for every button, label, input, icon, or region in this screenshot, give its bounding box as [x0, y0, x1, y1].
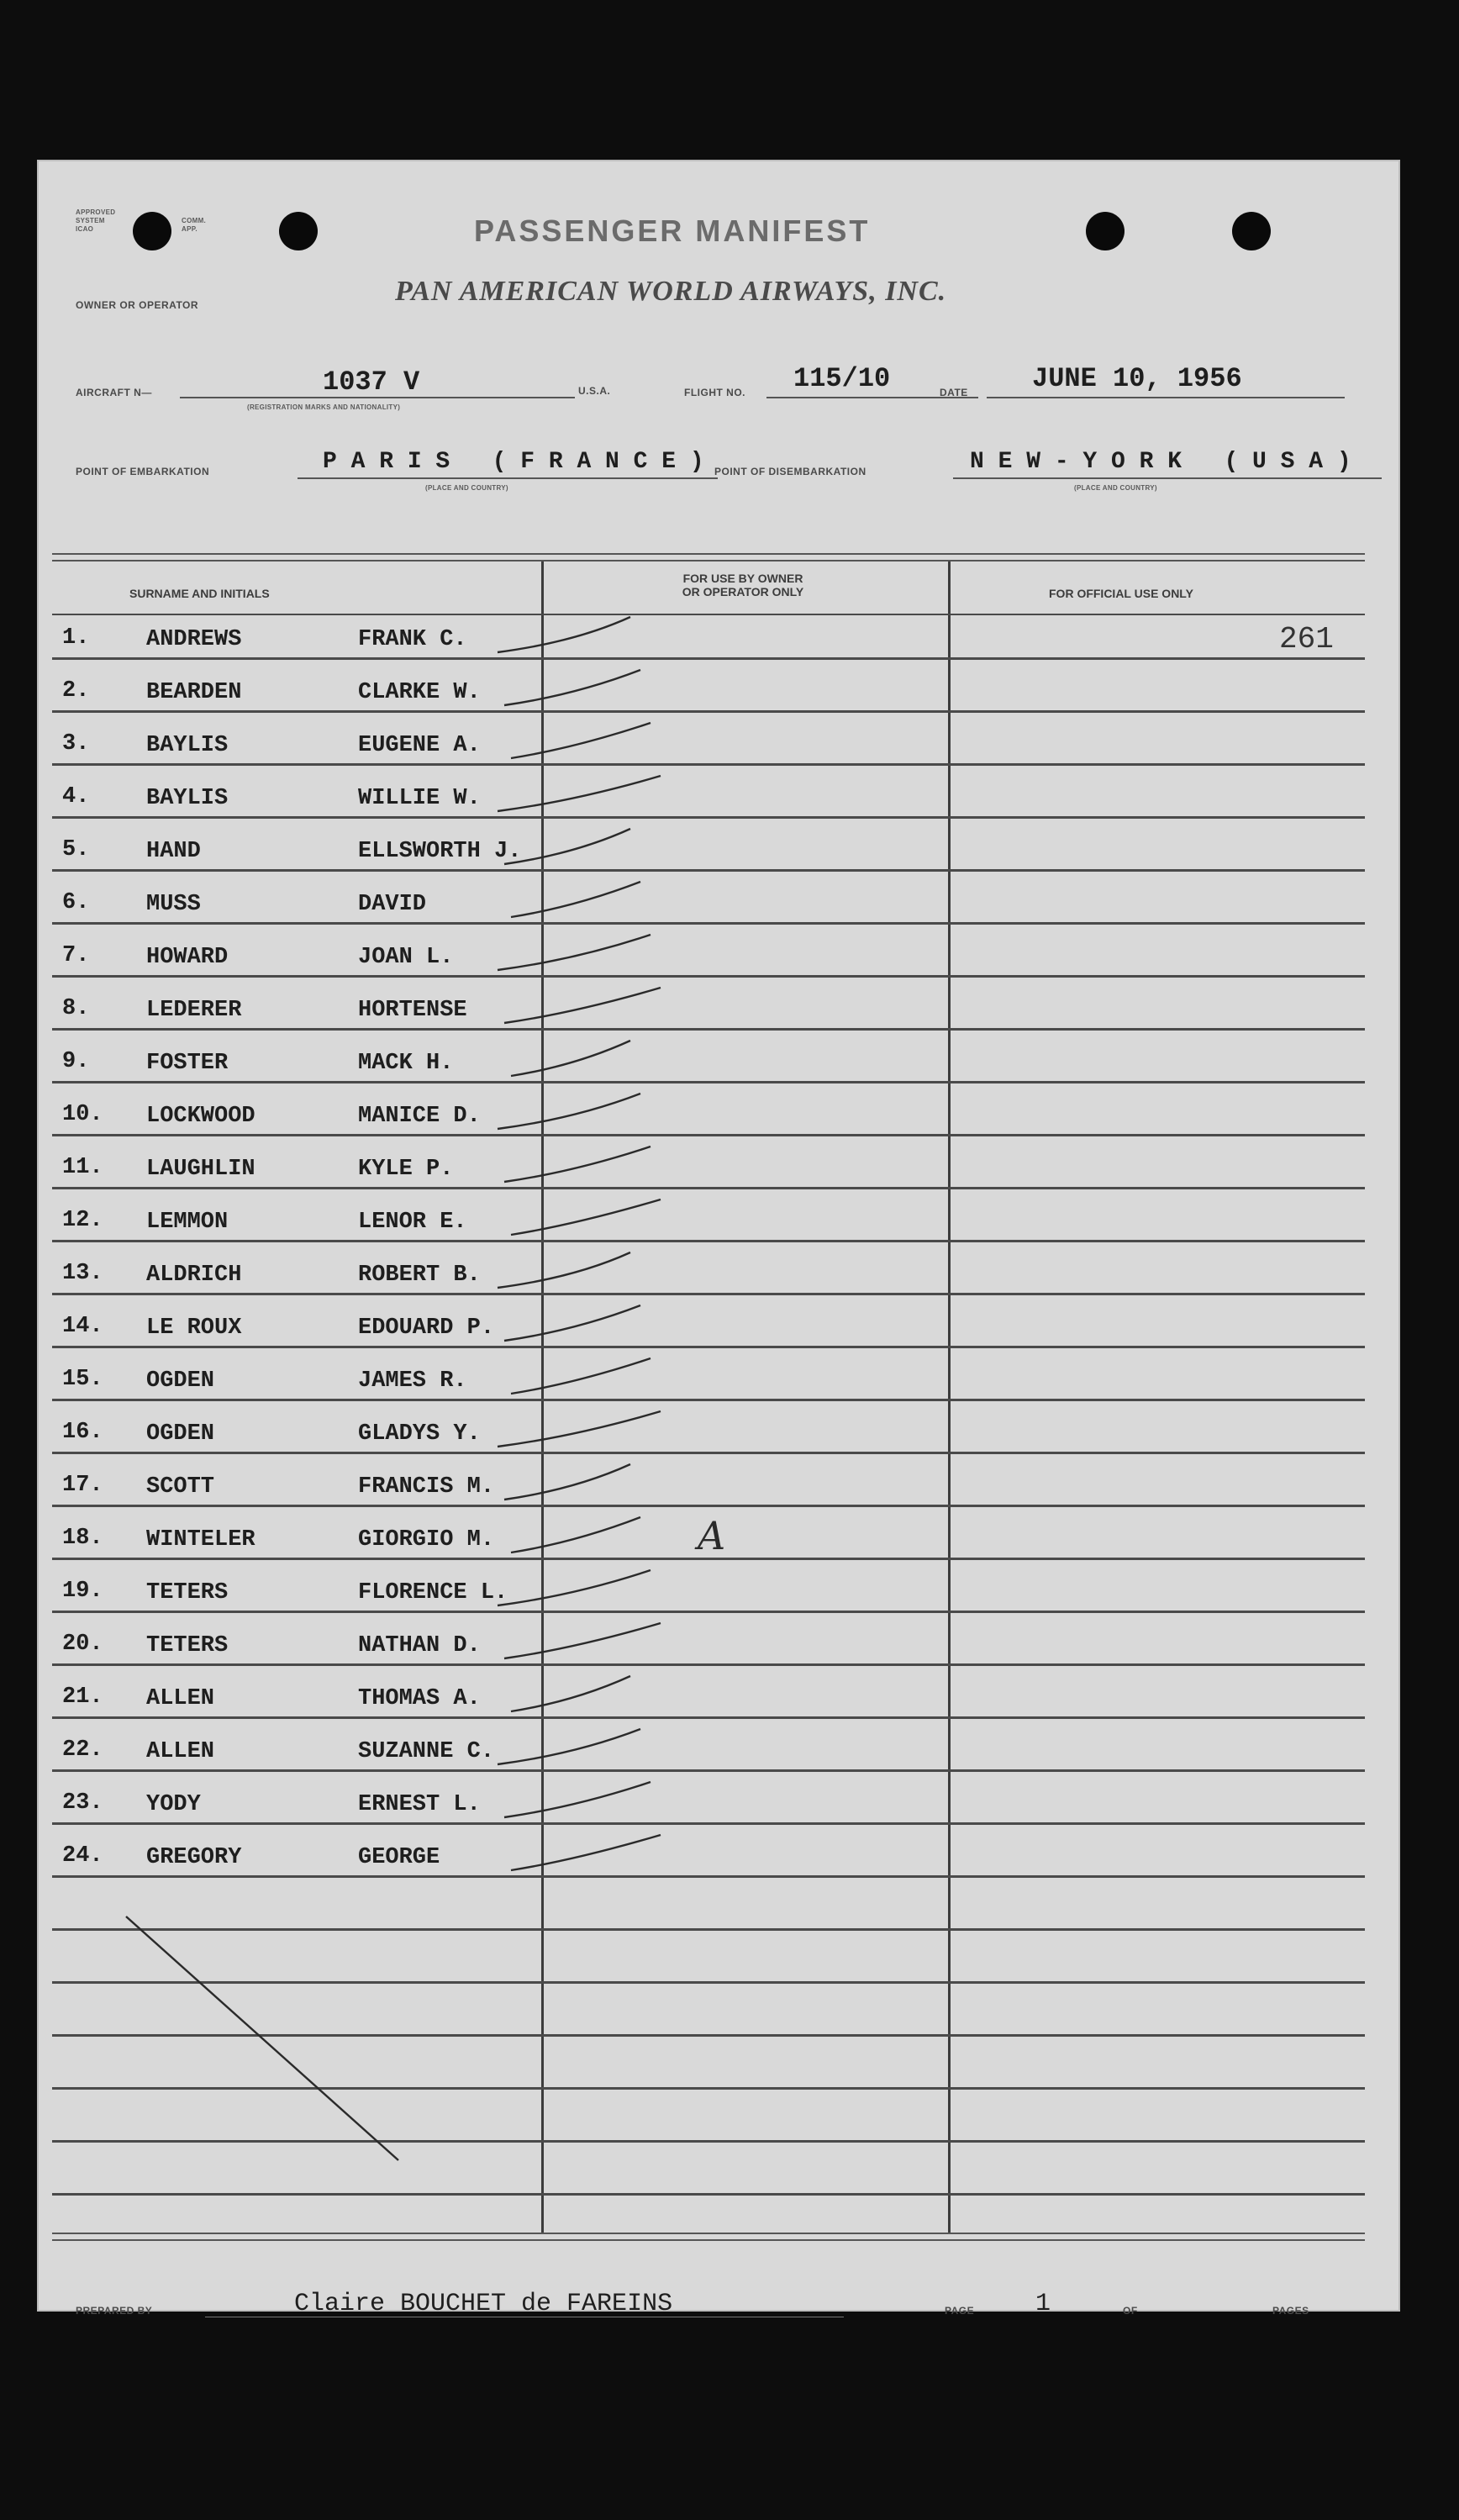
checkmark-stroke	[498, 1411, 661, 1447]
passenger-surname: ALLEN	[146, 1686, 215, 1711]
passenger-given-name: FRANCIS M.	[358, 1474, 495, 1500]
passenger-surname: LAUGHLIN	[146, 1157, 255, 1182]
passenger-number: 5.	[62, 837, 90, 862]
passenger-number: 14.	[62, 1314, 103, 1339]
passenger-given-name: MACK H.	[358, 1051, 454, 1076]
passenger-surname: WINTELER	[146, 1527, 255, 1553]
passenger-number: 19.	[62, 1579, 103, 1604]
passenger-surname: FOSTER	[146, 1051, 229, 1076]
embark-value: P A R I S ( F R A N C E )	[323, 449, 704, 475]
passenger-surname: GREGORY	[146, 1845, 242, 1870]
passenger-given-name: THOMAS A.	[358, 1686, 481, 1711]
passenger-surname: OGDEN	[146, 1421, 215, 1447]
passenger-number: 22.	[62, 1737, 103, 1763]
disembark-sublabel: (PLACE AND COUNTRY)	[1074, 484, 1157, 492]
passenger-surname: SCOTT	[146, 1474, 215, 1500]
passenger-number: 24.	[62, 1843, 103, 1869]
pages-label: PAGES	[1272, 2305, 1309, 2317]
passenger-given-name: CLARKE W.	[358, 680, 481, 705]
passenger-given-name: JOAN L.	[358, 945, 454, 970]
passenger-surname: ALLEN	[146, 1739, 215, 1764]
passenger-number: 13.	[62, 1261, 103, 1286]
manifest-sheet	[37, 160, 1400, 2318]
passenger-number: 12.	[62, 1208, 103, 1233]
owner-label: OWNER OR OPERATOR	[76, 299, 199, 311]
passenger-number: 7.	[62, 943, 90, 968]
checkmark-stroke	[498, 1729, 640, 1764]
page-label: PAGE	[945, 2305, 975, 2317]
checkmark-stroke	[511, 1041, 630, 1076]
passenger-surname: YODY	[146, 1792, 201, 1817]
checkmark-stroke	[511, 1199, 661, 1235]
of-label: OF	[1123, 2305, 1138, 2317]
checkmark-stroke	[504, 1623, 661, 1658]
passenger-given-name: ROBERT B.	[358, 1263, 481, 1288]
handwritten-checkmarks	[37, 160, 1400, 2312]
passenger-surname: LOCKWOOD	[146, 1104, 255, 1129]
aircraft-label: AIRCRAFT N—	[76, 387, 152, 398]
passenger-surname: TETERS	[146, 1580, 229, 1605]
passenger-given-name: GIORGIO M.	[358, 1527, 495, 1553]
passenger-given-name: NATHAN D.	[358, 1633, 481, 1658]
column-header-official: FOR OFFICIAL USE ONLY	[1049, 587, 1193, 600]
passenger-number: 4.	[62, 784, 90, 809]
passenger-given-name: JAMES R.	[358, 1368, 467, 1394]
operator-name: PAN AMERICAN WORLD AIRWAYS, INC.	[395, 276, 947, 307]
passenger-surname: BAYLIS	[146, 733, 229, 758]
approval-stamp-right: COMM. APP.	[182, 217, 207, 233]
passenger-surname: HAND	[146, 839, 201, 864]
checkmark-stroke	[504, 988, 661, 1023]
passenger-given-name: EUGENE A.	[358, 733, 481, 758]
disembark-value: N E W - Y O R K ( U S A )	[970, 449, 1351, 475]
aircraft-value: 1037 V	[323, 366, 420, 398]
page-value: 1	[1035, 2290, 1051, 2318]
checkmark-stroke	[511, 723, 650, 758]
passenger-surname: LE ROUX	[146, 1315, 242, 1341]
passenger-surname: ALDRICH	[146, 1263, 242, 1288]
passenger-given-name: LENOR E.	[358, 1210, 467, 1235]
passenger-given-name: EDOUARD P.	[358, 1315, 495, 1341]
passenger-number: 23.	[62, 1790, 103, 1816]
passenger-number: 8.	[62, 996, 90, 1021]
passenger-given-name: GEORGE	[358, 1845, 440, 1870]
usa-label: U.S.A.	[578, 385, 611, 397]
checkmark-stroke	[504, 1305, 640, 1341]
checkmark-stroke	[498, 617, 630, 652]
column-header-name: SURNAME AND INITIALS	[129, 587, 270, 600]
passenger-given-name: FRANK C.	[358, 627, 467, 652]
handwritten-annotation: A	[698, 1513, 726, 1558]
passenger-given-name: KYLE P.	[358, 1157, 454, 1182]
checkmark-stroke	[504, 829, 630, 864]
official-note: 261	[1279, 622, 1334, 656]
passenger-given-name: GLADYS Y.	[358, 1421, 481, 1447]
checkmark-stroke	[498, 935, 650, 970]
column-header-owner: FOR USE BY OWNER OR OPERATOR ONLY	[682, 572, 804, 598]
passenger-number: 11.	[62, 1155, 103, 1180]
checkmark-stroke	[504, 1782, 650, 1817]
passenger-number: 1.	[62, 625, 90, 651]
void-slash	[126, 1916, 398, 2160]
passenger-number: 20.	[62, 1632, 103, 1657]
passenger-number: 15.	[62, 1367, 103, 1392]
passenger-number: 2.	[62, 678, 90, 704]
date-value: JUNE 10, 1956	[1032, 363, 1242, 394]
passenger-number: 9.	[62, 1049, 90, 1074]
passenger-surname: BAYLIS	[146, 786, 229, 811]
checkmark-stroke	[511, 1517, 640, 1553]
flight-value: 115/10	[793, 363, 891, 394]
passenger-surname: LEDERER	[146, 998, 242, 1023]
passenger-given-name: ELLSWORTH J.	[358, 839, 522, 864]
passenger-number: 18.	[62, 1526, 103, 1551]
passenger-given-name: FLORENCE L.	[358, 1580, 508, 1605]
checkmark-stroke	[504, 1147, 650, 1182]
passenger-surname: ANDREWS	[146, 627, 242, 652]
date-label: DATE	[940, 387, 968, 398]
checkmark-stroke	[498, 1570, 650, 1605]
checkmark-stroke	[511, 1358, 650, 1394]
checkmark-stroke	[498, 1094, 640, 1129]
embark-label: POINT OF EMBARKATION	[76, 466, 210, 477]
passenger-given-name: ERNEST L.	[358, 1792, 481, 1817]
passenger-given-name: MANICE D.	[358, 1104, 481, 1129]
passenger-number: 10.	[62, 1102, 103, 1127]
checkmark-stroke	[504, 670, 640, 705]
checkmark-stroke	[504, 1464, 630, 1500]
embark-sublabel: (PLACE AND COUNTRY)	[425, 484, 508, 492]
passenger-given-name: DAVID	[358, 892, 427, 917]
page-title: PASSENGER MANIFEST	[474, 214, 871, 248]
passenger-number: 6.	[62, 890, 90, 915]
checkmark-stroke	[511, 1835, 661, 1870]
prepared-label: PREPARED BY	[76, 2305, 153, 2317]
passenger-surname: HOWARD	[146, 945, 229, 970]
checkmark-stroke	[498, 776, 661, 811]
passenger-given-name: SUZANNE C.	[358, 1739, 495, 1764]
passenger-surname: OGDEN	[146, 1368, 215, 1394]
passenger-number: 17.	[62, 1473, 103, 1498]
checkmark-stroke	[511, 1676, 630, 1711]
checkmark-stroke	[511, 882, 640, 917]
passenger-number: 3.	[62, 731, 90, 757]
prepared-value: Claire BOUCHET de FAREINS	[294, 2290, 673, 2318]
passenger-given-name: WILLIE W.	[358, 786, 481, 811]
flight-label: FLIGHT NO.	[684, 387, 745, 398]
disembark-label: POINT OF DISEMBARKATION	[714, 466, 866, 477]
passenger-given-name: HORTENSE	[358, 998, 467, 1023]
passenger-number: 21.	[62, 1684, 103, 1710]
aircraft-sublabel: (REGISTRATION MARKS AND NATIONALITY)	[247, 403, 401, 411]
passenger-surname: LEMMON	[146, 1210, 229, 1235]
passenger-surname: BEARDEN	[146, 680, 242, 705]
approval-stamp: APPROVED SYSTEM ICAO	[76, 208, 116, 233]
checkmark-stroke	[498, 1252, 630, 1288]
passenger-surname: TETERS	[146, 1633, 229, 1658]
passenger-number: 16.	[62, 1420, 103, 1445]
passenger-surname: MUSS	[146, 892, 201, 917]
